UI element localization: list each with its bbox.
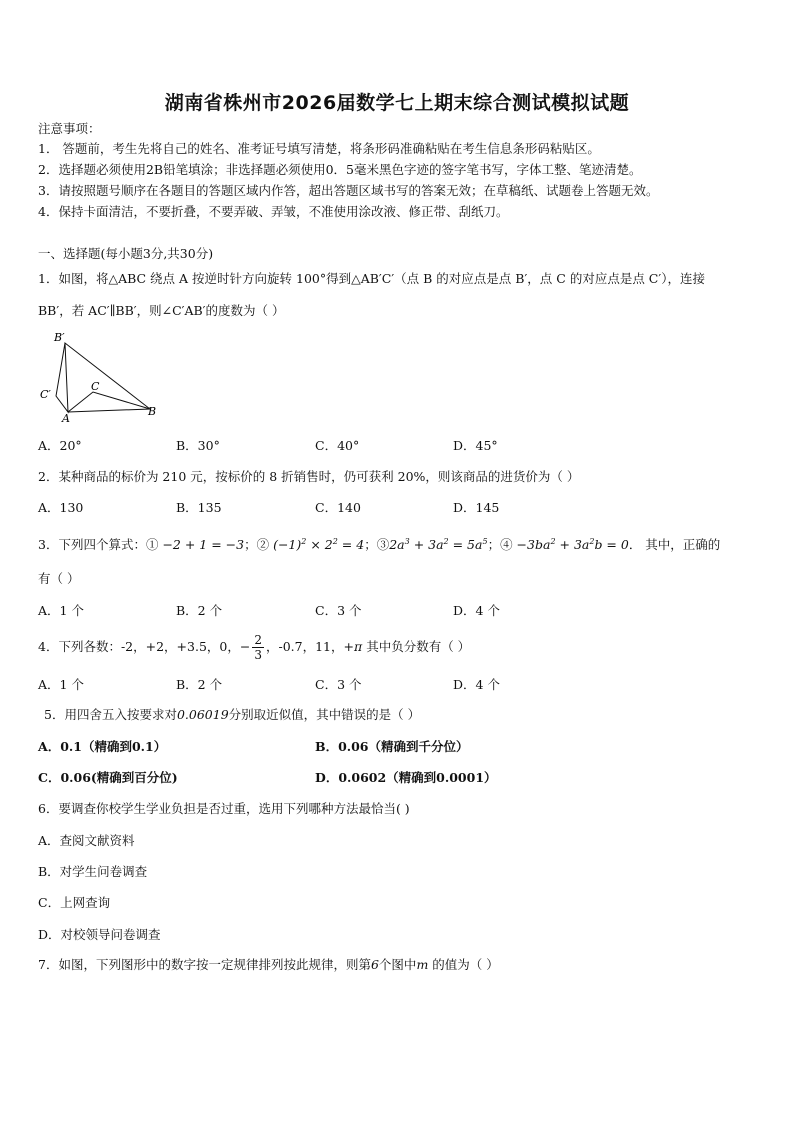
question-1-option-a[interactable]: A．20°: [38, 438, 82, 453]
question-3-option-b[interactable]: B．2 个: [176, 603, 223, 618]
question-2-option-a[interactable]: A．130: [38, 500, 84, 515]
question-4-option-c[interactable]: C．3 个: [315, 677, 362, 692]
notice-item-4: 4．保持卡面清洁，不要折叠，不要弄破、弄皱，不准使用涂改液、修正带、刮纸刀。: [38, 204, 509, 219]
question-4-text: [38, 632, 470, 662]
expr3-exp-1: 3: [404, 537, 410, 546]
separator-3: ；④: [487, 537, 517, 552]
separator-1: ；②: [244, 537, 274, 552]
question-5-option-c[interactable]: C．0.06(精确到百分位): [38, 770, 178, 785]
expr4-part-e: b = 0: [594, 537, 629, 552]
question-1-line-2: BB′，若 AC′∥BB′，则∠C′AB′的度数为（ ）: [38, 303, 285, 318]
notice-item-1: 1． 答题前，考生先将自己的姓名、准考证号填写清楚，将条形码准确粘贴在考生信息条形码粘贴区。: [38, 141, 600, 156]
page-title: 湖南省株州市2026届数学七上期末综合测试模拟试题: [164, 92, 630, 114]
expression-2: [273, 537, 364, 552]
question-5-text: [44, 707, 420, 723]
question-7-prefix: 7．如图，下列图形中的数字按一定规律排列按此规律，则第: [38, 957, 371, 972]
fraction-numerator: 2: [254, 633, 262, 647]
expression-1: −2 + 1 = −3: [162, 537, 245, 552]
expr3-part-a: 2a: [389, 537, 405, 552]
expr2-part-c: × 2: [306, 537, 333, 552]
label-c-prime: C′: [40, 388, 51, 401]
question-1-option-c[interactable]: C．40°: [315, 438, 360, 453]
question-6-text: 6．要调查你校学生学业负担是否过重，选用下列哪种方法最恰当( ): [38, 801, 410, 816]
fraction-two-thirds: [252, 633, 264, 662]
question-4-option-a[interactable]: A．1 个: [38, 677, 84, 692]
question-3-suffix: ． 其中，正确的: [628, 537, 721, 552]
expr3-part-c: + 3a: [409, 537, 444, 552]
question-7-number: 6: [370, 957, 379, 972]
question-4-option-d[interactable]: D．4 个: [453, 677, 500, 692]
question-6-option-c[interactable]: C．上网查询: [38, 895, 111, 910]
question-1-option-b[interactable]: B．30°: [176, 438, 220, 453]
notice-item-2: 2．选择题必须使用2B铅笔填涂；非选择题必须使用0．5毫米黑色字迹的签字笔书写，字体工整、笔迹清楚。: [38, 162, 642, 177]
expression-3: [389, 537, 487, 552]
question-2-option-d[interactable]: D．145: [453, 500, 500, 515]
question-3-option-d[interactable]: D．4 个: [453, 603, 500, 618]
question-4-prefix: 4．下列各数：-2，+2，+3.5，0，: [38, 639, 240, 654]
question-2-option-b[interactable]: B．135: [176, 500, 222, 515]
question-5-suffix: 分别取近似值，其中错误的是（ ）: [228, 707, 421, 722]
question-6-option-a[interactable]: A．查阅文献资料: [38, 833, 135, 848]
pi-term: +π: [343, 639, 363, 654]
expr2-exp-2: 2: [332, 537, 338, 546]
section-heading: 一、选择题(每小题3分,共30分): [38, 246, 214, 261]
question-7-text: [38, 957, 499, 973]
question-5-prefix: 5．用四舍五入按要求对: [44, 707, 177, 722]
expr4-exp-2: 2: [589, 537, 595, 546]
question-4-suffix: 其中负分数有（ ）: [362, 639, 471, 654]
question-2-text: 2．某种商品的标价为 210 元，按标价的 8 折销售时，仍可获利 20%，则该商品的进货价为（ ）: [38, 469, 580, 484]
expr2-exp-1: 2: [301, 537, 307, 546]
question-5-option-b[interactable]: B．0.06（精确到千分位）: [315, 739, 469, 754]
question-1-figure: [36, 330, 166, 422]
label-c: C: [91, 380, 100, 393]
question-3-line-2: 有（ ）: [38, 571, 80, 586]
question-6-option-b[interactable]: B．对学生问卷调查: [38, 864, 148, 879]
minus-sign: −: [239, 639, 251, 654]
question-7-suffix: 的值为（ ）: [428, 957, 499, 972]
expr3-exp-3: 5: [482, 537, 488, 546]
label-b-prime: B′: [54, 331, 65, 344]
fraction-denominator: 3: [254, 648, 262, 662]
question-4-option-b[interactable]: B．2 个: [176, 677, 223, 692]
question-5-option-d[interactable]: D．0.0602（精确到0.0001）: [315, 770, 497, 785]
expr3-part-e: = 5a: [448, 537, 483, 552]
question-5-option-a[interactable]: A．0.1（精确到0.1）: [38, 739, 167, 754]
separator-2: ；③: [364, 537, 390, 552]
question-1-line-1: 1．如图，将△ABC 绕点 A 按逆时针方向旋转 100°得到△AB′C′（点 B 的对应点是点 B′，点 C 的对应点是点 C′），连接: [38, 271, 705, 286]
expr3-exp-2: 2: [443, 537, 449, 546]
question-3-option-c[interactable]: C．3 个: [315, 603, 362, 618]
expr2-part-a: (−1): [273, 537, 302, 552]
question-7-variable: m: [416, 957, 429, 972]
expr4-part-c: + 3a: [555, 537, 590, 552]
question-3-line-1: [38, 537, 720, 553]
question-1-option-d[interactable]: D．45°: [453, 438, 498, 453]
question-5-number: 0.06019: [176, 707, 229, 722]
expr4-part-a: −3ba: [516, 537, 551, 552]
expr2-part-e: = 4: [337, 537, 365, 552]
expr4-exp-1: 2: [550, 537, 556, 546]
label-b: B: [148, 405, 157, 418]
notice-heading: 注意事项：: [38, 121, 101, 136]
notice-item-3: 3．请按照题号顺序在各题目的答题区域内作答，超出答题区域书写的答案无效；在草稿纸、试题卷上答题无效。: [38, 183, 659, 198]
question-3-option-a[interactable]: A．1 个: [38, 603, 84, 618]
question-4-middle: ，-0.7，11，: [266, 639, 344, 654]
question-3-prefix: 3．下列四个算式：①: [38, 537, 163, 552]
question-2-option-c[interactable]: C．140: [315, 500, 361, 515]
expression-4: [517, 537, 629, 552]
question-7-middle: 个图中: [378, 957, 417, 972]
label-a: A: [62, 412, 70, 422]
question-6-option-d[interactable]: D．对校领导问卷调查: [38, 927, 161, 942]
